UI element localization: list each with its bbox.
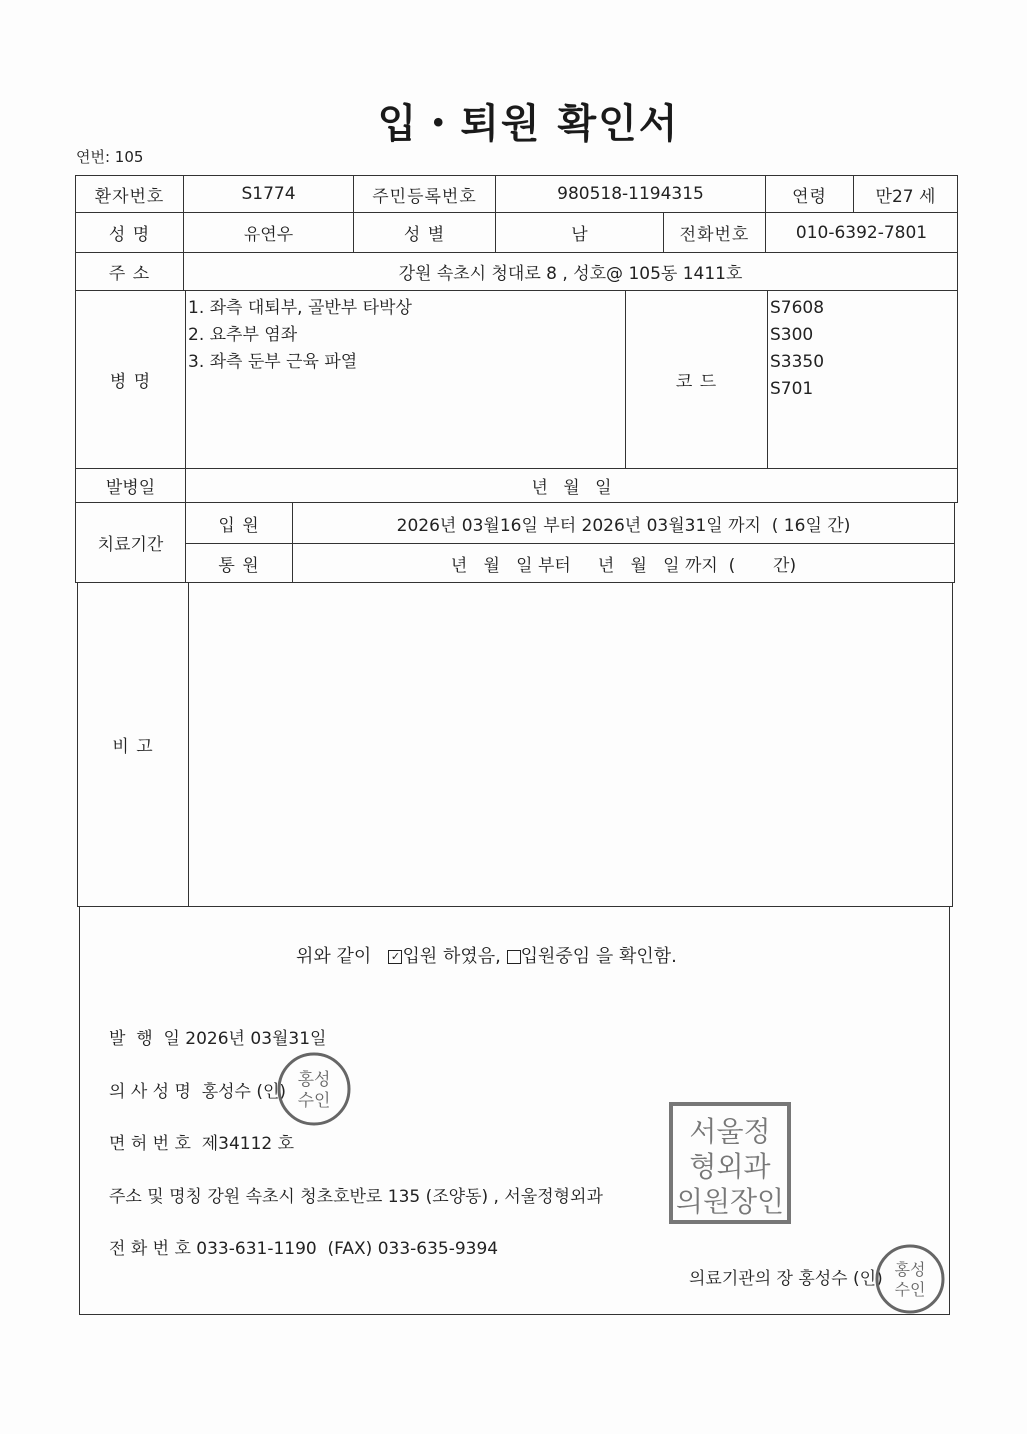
confirmation-prefix: 위와 같이 [296, 946, 372, 967]
svg-text:서울정: 서울정 [689, 1115, 771, 1148]
svg-text:수인: 수인 [297, 1091, 331, 1111]
remarks-value [188, 582, 953, 907]
diagnosis-item: 2. 요추부 염좌 [188, 325, 298, 345]
doctor-seal-stamp [275, 1050, 353, 1128]
outpatient-label: 통 원 [185, 543, 293, 583]
age-label: 연령 [765, 175, 854, 213]
remarks-label: 비 고 [77, 582, 189, 907]
doctor-name: 의 사 성 명 홍성수 (인) [109, 1082, 287, 1102]
diagnosis-code: S3350 [770, 352, 825, 372]
issue-date: 발 행 일 2026년 03월31일 [109, 1029, 327, 1049]
hospital-phone: 전 화 번 호 033-631-1190 (FAX) 033-635-9394 [109, 1239, 499, 1259]
phone-value: 010-6392-7801 [765, 212, 958, 253]
hospital-address: 주소 및 명칭 강원 속초시 청초호반로 135 (조양동) , 서울정형외과 [109, 1187, 603, 1207]
checkbox-unchecked-icon[interactable] [507, 950, 521, 964]
code-label: 코 드 [625, 290, 768, 469]
inpatient-period: 2026년 03월16일 부터 2026년 03월31일 까지 ( 16일 간) [292, 502, 955, 544]
serial-number: 연번: 105 [76, 148, 144, 166]
address-value: 강원 속초시 청대로 8 , 성호@ 105동 1411호 [183, 252, 958, 291]
phone-label: 전화번호 [663, 212, 766, 253]
age-value: 만27 세 [853, 175, 958, 213]
code-list [767, 290, 958, 469]
sex-label: 성 별 [353, 212, 496, 253]
diagnosis-code: S300 [770, 325, 814, 345]
sex-value: 남 [495, 212, 664, 253]
diagnosis-code: S7608 [770, 298, 825, 318]
svg-text:수인: 수인 [894, 1280, 926, 1299]
diagnosis-label: 병 명 [75, 290, 186, 469]
rrn-value: 980518-1194315 [495, 175, 766, 213]
rrn-label: 주민등록번호 [353, 175, 496, 213]
head-seal-stamp [873, 1242, 947, 1316]
hospital-seal-stamp [668, 1101, 792, 1225]
inpatient-label: 입 원 [185, 502, 293, 544]
svg-text:의원장인: 의원장인 [675, 1185, 785, 1218]
option-admitted: 입원 하였음, [402, 946, 501, 967]
svg-text:홍성: 홍성 [894, 1260, 926, 1279]
document-title: 입・퇴원 확인서 [377, 101, 680, 147]
checkbox-checked-icon[interactable]: ✓ [388, 950, 402, 964]
treatment-label: 치료기간 [75, 502, 186, 583]
diagnosis-code: S701 [770, 379, 814, 399]
confirmation-suffix: 을 확인함. [595, 946, 677, 967]
hospital-head: 의료기관의 장 홍성수 (인) [689, 1269, 883, 1289]
confirmation-sentence [296, 942, 677, 968]
diagnosis-list [185, 290, 626, 469]
diagnosis-item: 3. 좌측 둔부 근육 파열 [188, 352, 358, 372]
address-label: 주 소 [75, 252, 184, 291]
license-number: 면 허 번 호 제34112 호 [109, 1134, 295, 1154]
svg-text:홍성: 홍성 [297, 1070, 331, 1090]
diagnosis-item: 1. 좌측 대퇴부, 골반부 타박상 [188, 298, 412, 318]
outpatient-period: 년 월 일 부터 년 월 일 까지 ( 간) [292, 543, 955, 583]
patient-id-label: 환자번호 [75, 175, 184, 213]
name-label: 성 명 [75, 212, 184, 253]
svg-text:형외과: 형외과 [689, 1150, 771, 1183]
onset-value: 년 월 일 [185, 468, 958, 503]
onset-label: 발병일 [75, 468, 186, 503]
option-in-hospital: 입원중임 [520, 946, 591, 967]
patient-id-value: S1774 [183, 175, 354, 213]
name-value: 유연우 [183, 212, 354, 253]
